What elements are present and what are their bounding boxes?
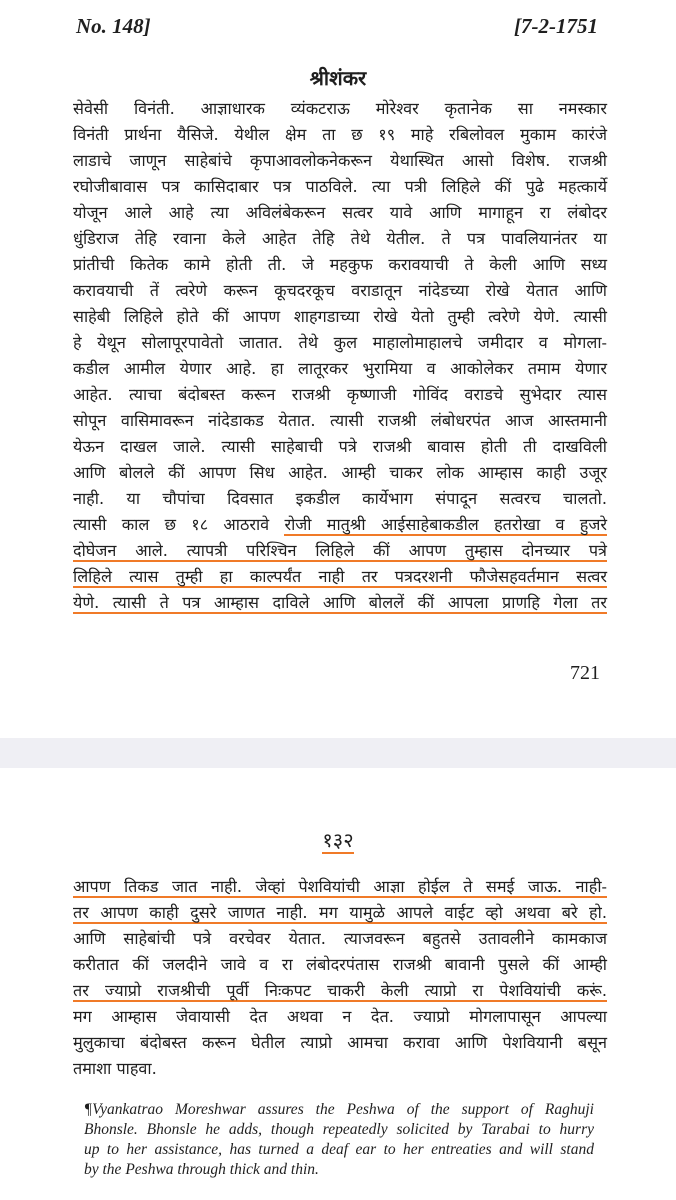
highlighted-text: तर आपण काही दुसरे जाणत नाही. मग यामुळे आपले वाईट व्हो अथवा बरे हो. [73,903,607,922]
text-line: आणि बोलले कीं आपण सिध आहेत. आम्ही चाकर लोक आम्हास काही उजूर [73,463,607,482]
text-line: प्रांतीची कितेक कामे होती ती. जे महकुफ करावयाची ते केली आणि सध्य [73,255,607,274]
note-line: up to her assistance, has turned a deaf ear to her entreaties and will stand [84,1141,594,1158]
text-line: लाडाचे जाणून साहेबांचे कृपाआवलोकनेकरून येथास्थित आसो विशेष. राजश्री [73,151,607,170]
document-number: No. 148] [76,14,151,38]
text-line: नाही. या चौपांचा दिवसात इकडील कार्येभाग संपादून सत्वरच चालतो. [73,489,607,508]
text-line: तमाशा पाहवा. [73,1059,157,1078]
text-line: धुंडिराज तेहि रवाना केले आहेत तेहि तेथे येतील. ते पत्र पावलियानंतर या [73,229,607,248]
highlighted-line [73,590,607,616]
text-line: सोपून वासिमावरून नांदेडाकड येतात. त्यासी राजश्री लंबोधरपंत आज आस्तमानी [73,411,607,430]
letter-body-part-1 [73,96,607,616]
page-heading-number [0,826,676,853]
highlighted-line [73,900,607,926]
note-line: ¶Vyankatrao Moreshwar assures the Peshwa of the support of Raghuji [84,1101,594,1118]
highlighted-line [73,564,607,590]
note-line: Bhonsle. Bhonsle he adds, though repeatedly solicited by Tarabai to hurry [84,1121,594,1138]
english-summary-note [84,1100,594,1180]
text-line: आणि साहेबांची पत्रे वरचेवर येतात. त्याजवरून बहुतसे उतावलीने कामकाज [73,929,607,948]
text-line: योजून आले आहे त्या अविलंबेकरून सत्वर यावे आणि मागाहून रा लंबोदर [73,203,607,222]
highlighted-line [73,538,607,564]
highlighted-text: तर ज्याप्रो राजश्रीची पूर्वी निःकपट चाकरी केली त्याप्रो रा पेशवियांची करूं. [73,981,607,1000]
note-line: by the Peshwa through thick and thin. [84,1161,319,1178]
text-line: करावयाची तें त्वरेणे करून कूचदरकूच वराडातून नांदेडच्या रोखे येतात आणि [73,281,607,300]
text-line: रघोजीबावास पत्र कासिदाबार पत्र पाठविले. त्या पत्री लिहिले कीं पुढे महत्कार्ये [73,177,607,196]
text-line: हे येथून सोलापूरपावेतो जातात. तेथे कुल माहालोमाहालचे जमीदार व मोगला- [73,333,607,352]
page-title: श्रीशंकर [309,66,367,90]
highlighted-text: रोजी मातुश्री आईसाहेबाकडील हतरोखा व हुजरे [284,515,607,534]
letter-body-part-2 [73,874,607,1082]
page-number: 721 [570,662,600,684]
text-line: सेवेसी विनंती. आज्ञाधारक व्यंकटराऊ मोरेश्वर कृतानेक सा नमस्कार [73,99,607,118]
highlighted-line [73,978,607,1004]
text-line: साहेबी लिहिले होते कीं आपण शाहगडाच्या रोखे येतो तुम्ही त्वरेणे येणे. त्यासी [73,307,607,326]
highlighted-text: लिहिले त्यास तुम्ही हा काल्पर्यंत नाही तर पत्रदरशनी फौजेसहवर्तमान सत्वर [73,567,607,586]
highlighted-text: आपण तिकड जात नाही. जेव्हां पेशवियांची आज्ञा होईल ते समई जाऊ. नाही- [73,877,607,896]
text-line: मुलुकाचा बंदोबस्त करून घेतील त्याप्रो आमचा करावा आणि पेशवियानी बसून [73,1033,607,1052]
text-line: करीतात कीं जलदीने जावे व रा लंबोदरपंतास राजश्री बावानी पुसले कीं आम्ही [73,955,607,974]
highlighted-text: १३२ [322,828,354,852]
text-line: येऊन दाखल जाले. त्यासी साहेबाची पत्रे राजश्री बावास होती ती दाखविली [73,437,607,456]
text-line: मग आम्हास जेवायासी देत अथवा न देत. ज्याप्रो मोगलापासून आपल्या [73,1007,607,1026]
text-line: कडील आमील येणार आहे. हा लातूरकर भुरामिया व आकोलेकर तमाम येणार [73,359,607,378]
highlighted-text: दोघेजन आले. त्यापत्री परिश्चिन लिहिले कीं आपण तुम्हास दोनच्यार पत्रे [73,541,607,560]
text-line: आहेत. त्याचा बंदोबस्त करून राजश्री कृष्णाजी गोविंद वराडचे सुभेदार त्यास [73,385,607,404]
highlighted-text: येणे. त्यासी ते पत्र आम्हास दाविले आणि बोललें कीं आपला प्राणहि गेला तर [73,593,607,612]
text-line-partially-highlighted [73,512,607,538]
highlighted-line [73,874,607,900]
document-date: [7-2-1751 [514,14,598,38]
text-line: विनंती प्रार्थना यैसिजे. येथील क्षेम ता छ १९ माहे रबिलोवल मुकाम कारंजे [73,125,607,144]
text-fragment: त्यासी काल छ १८ आठरावे [73,515,285,534]
